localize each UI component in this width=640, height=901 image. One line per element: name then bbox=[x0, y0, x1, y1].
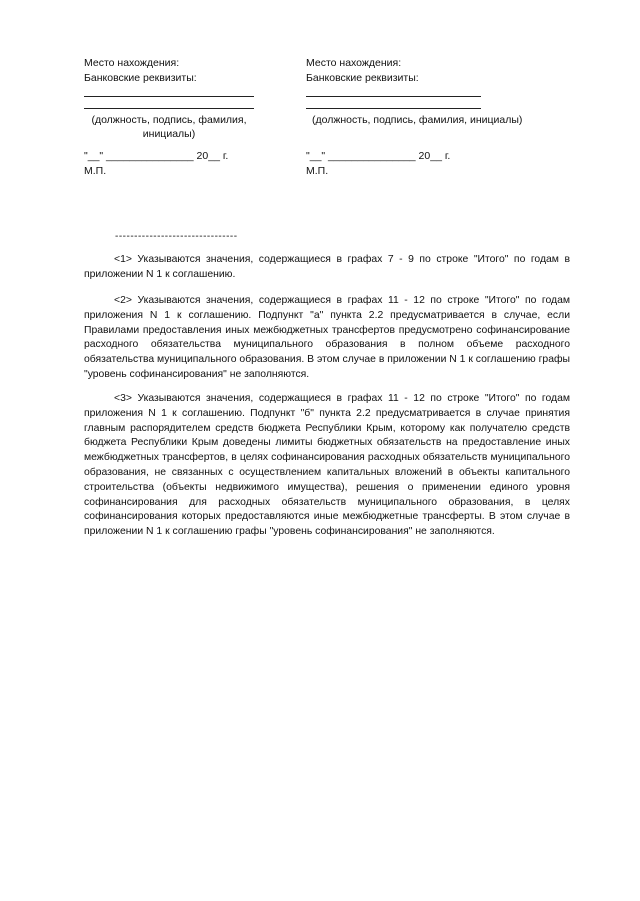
date-field: "__" _______________ 20__ г. bbox=[84, 150, 229, 162]
footnote-3: <3> Указываются значения, содержащиеся в графах 11 - 12 по строке "Итого" по годам приложения N 1 к соглашению. Подпункт "б" пункта 2.2 предусматривается в случае принятия главным распорядителем средств бюджета Республики Крым, которому как получателю средств бюджета Республики Крым доведены лимиты бюджетных обязательств на предоставление иных межбюджетных трансфертов, в целях софинансирования расходных обязательств муниципального образования, не связанных с осуществлением капитальных вложений в объекты капитального строительства (объекты недвижимого имущества), решения о применении единого уровня софинансирования для расходных обязательств муниципального образования, в целях софинансирования которых предоставляются иные межбюджетные трансферты. В этом случае в приложении N 1 к соглашению графы "уровень софинансирования" не заполняются. bbox=[84, 393, 570, 538]
signature-line bbox=[84, 108, 254, 109]
footnote-1: <1> Указываются значения, содержащиеся в графах 7 - 9 по строке "Итого" по годам в приложении N 1 к соглашению. bbox=[84, 254, 570, 280]
bank-details-label: Банковские реквизиты: bbox=[306, 72, 419, 84]
signature-caption: (должность, подпись, фамилия, инициалы) bbox=[312, 114, 523, 126]
signature-line bbox=[306, 108, 481, 109]
signature-block-left bbox=[84, 56, 294, 179]
date-field: "__" _______________ 20__ г. bbox=[306, 150, 451, 162]
footnote-separator: -------------------------------- bbox=[115, 231, 238, 242]
signature-line bbox=[306, 96, 481, 97]
location-label: Место нахождения: bbox=[84, 57, 180, 69]
signature-block-right bbox=[306, 56, 523, 179]
signature-caption: (должность, подпись, фамилия, инициалы) bbox=[91, 114, 247, 140]
signature-line bbox=[84, 96, 254, 97]
footnote-2: <2> Указываются значения, содержащиеся в графах 11 - 12 по строке "Итого" по годам приложения N 1 к соглашению. Подпункт "а" пункта 2.2 предусматривается в случае, если Правилами предоставления иных межбюджетных трансфертов предусмотрено софинансирование расходного обязательства муниципального образования в полном объеме расходного обязательства муниципального образования. В этом случае в приложении N 1 к соглашению графы "уровень софинансирования" не заполняются. bbox=[84, 295, 570, 380]
stamp-label: М.П. bbox=[306, 165, 329, 177]
stamp-label: М.П. bbox=[84, 165, 107, 177]
location-label: Место нахождения: bbox=[306, 57, 402, 69]
bank-details-label: Банковские реквизиты: bbox=[84, 72, 197, 84]
